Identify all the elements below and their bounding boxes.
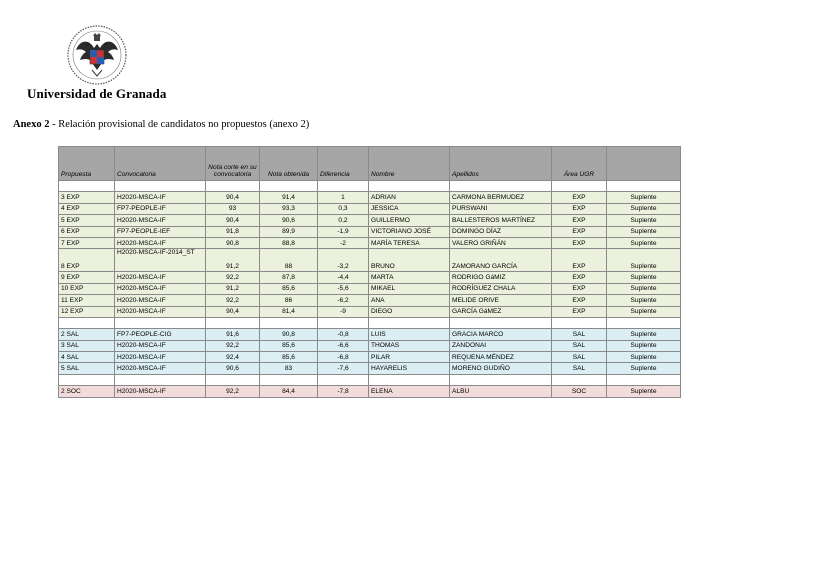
table-cell: Suplente — [607, 363, 681, 374]
table-row — [59, 329, 681, 340]
table-cell: Suplente — [607, 249, 681, 272]
table-cell: H2020-MSCA-IF-2014_ST — [115, 249, 206, 272]
table-cell: EXP — [552, 295, 607, 306]
table-cell: H2020-MSCA-IF — [115, 363, 206, 374]
table-cell: -0,8 — [318, 329, 369, 340]
table-cell: -6,6 — [318, 340, 369, 351]
table-row — [59, 226, 681, 237]
table-cell: 92,2 — [206, 272, 260, 283]
table-cell: EXP — [552, 283, 607, 294]
table-cell: 11 EXP — [59, 295, 115, 306]
table-cell: 91,8 — [206, 226, 260, 237]
table-cell: 4 SAL — [59, 352, 115, 363]
table-cell: -9 — [318, 306, 369, 317]
table-cell: 91,4 — [260, 192, 318, 203]
table-cell: 85,6 — [260, 340, 318, 351]
blank-cell — [450, 317, 552, 328]
table-cell: 4 EXP — [59, 203, 115, 214]
blank-cell — [260, 317, 318, 328]
table-cell: Suplente — [607, 203, 681, 214]
table-cell: 81,4 — [260, 306, 318, 317]
table-row — [59, 386, 681, 397]
table-cell: H2020-MSCA-IF — [115, 215, 206, 226]
table-cell: H2020-MSCA-IF — [115, 192, 206, 203]
table-cell: HAYARELIS — [369, 363, 450, 374]
table-cell: 89,9 — [260, 226, 318, 237]
table-cell: 1 — [318, 192, 369, 203]
table-cell: MARÍA TERESA — [369, 237, 450, 248]
table-cell: 91,2 — [206, 283, 260, 294]
table-cell: 5 SAL — [59, 363, 115, 374]
table-cell: VALERO GRIÑÁN — [450, 237, 552, 248]
annex-label: Anexo 2 — [13, 119, 50, 130]
table-cell: -4,4 — [318, 272, 369, 283]
table-cell: DOMINGO DÍAZ — [450, 226, 552, 237]
table-cell: Suplente — [607, 295, 681, 306]
table-cell: 91,2 — [206, 249, 260, 272]
blank-cell — [115, 181, 206, 192]
table-cell: -6,2 — [318, 295, 369, 306]
table-cell: Suplente — [607, 192, 681, 203]
blank-cell — [115, 374, 206, 385]
table-cell: H2020-MSCA-IF — [115, 295, 206, 306]
table-cell: 88,8 — [260, 237, 318, 248]
blank-cell — [450, 181, 552, 192]
table-cell: FP7-PEOPLE-CIG — [115, 329, 206, 340]
table-cell: BRUNO — [369, 249, 450, 272]
table-cell: -6,8 — [318, 352, 369, 363]
table-cell: 10 EXP — [59, 283, 115, 294]
table-row — [59, 283, 681, 294]
table-cell: MARTA — [369, 272, 450, 283]
table-cell: 90,8 — [206, 237, 260, 248]
table-cell: SAL — [552, 363, 607, 374]
column-header: Nombre — [369, 147, 450, 181]
table-cell: PILAR — [369, 352, 450, 363]
blank-cell — [59, 374, 115, 385]
table-cell: 92,2 — [206, 386, 260, 397]
table-cell: 6 EXP — [59, 226, 115, 237]
blank-separator-row — [59, 374, 681, 385]
table-cell: GRACIA MARCO — [450, 329, 552, 340]
table-row — [59, 203, 681, 214]
table-cell: 12 EXP — [59, 306, 115, 317]
blank-cell — [206, 317, 260, 328]
column-header: Área UGR — [552, 147, 607, 181]
table-cell: H2020-MSCA-IF — [115, 386, 206, 397]
table-cell: ALBU — [450, 386, 552, 397]
blank-cell — [607, 317, 681, 328]
table-row — [59, 272, 681, 283]
table-cell: THOMAS — [369, 340, 450, 351]
table-cell: MIKAEL — [369, 283, 450, 294]
table-cell: -2 — [318, 237, 369, 248]
table-cell: 90,4 — [206, 192, 260, 203]
table-cell: H2020-MSCA-IF — [115, 283, 206, 294]
table-cell: EXP — [552, 272, 607, 283]
table-cell: ELENA — [369, 386, 450, 397]
table-cell: ZAMORANO GARCÍA — [450, 249, 552, 272]
table-cell: 88 — [260, 249, 318, 272]
table-cell: ANA — [369, 295, 450, 306]
table-cell: ADRIAN — [369, 192, 450, 203]
table-cell: SAL — [552, 329, 607, 340]
column-header: Apellidos — [450, 147, 552, 181]
table-cell: 93 — [206, 203, 260, 214]
table-cell: Suplente — [607, 283, 681, 294]
table-cell: GARCÍA GáMEZ — [450, 306, 552, 317]
table-cell: SAL — [552, 340, 607, 351]
blank-cell — [552, 317, 607, 328]
table-row — [59, 215, 681, 226]
table-cell: H2020-MSCA-IF — [115, 306, 206, 317]
table-cell: 92,2 — [206, 340, 260, 351]
table-row — [59, 237, 681, 248]
table-cell: JESSICA — [369, 203, 450, 214]
table-cell: DIEGO — [369, 306, 450, 317]
table-cell: FP7-PEOPLE-IEF — [115, 226, 206, 237]
blank-cell — [59, 181, 115, 192]
table-cell: 93,3 — [260, 203, 318, 214]
table-row — [59, 192, 681, 203]
column-header — [607, 147, 681, 181]
table-cell: 86 — [260, 295, 318, 306]
table-cell: 90,8 — [260, 329, 318, 340]
table-cell: Suplente — [607, 237, 681, 248]
table-header-row — [59, 147, 681, 181]
table-cell: FP7-PEOPLE-IF — [115, 203, 206, 214]
table-row — [59, 306, 681, 317]
table-cell: Suplente — [607, 215, 681, 226]
table-cell: 87,8 — [260, 272, 318, 283]
table-cell: EXP — [552, 203, 607, 214]
blank-cell — [318, 374, 369, 385]
table-cell: 85,6 — [260, 283, 318, 294]
table-cell: Suplente — [607, 272, 681, 283]
table-cell: H2020-MSCA-IF — [115, 237, 206, 248]
table-cell: RODRÍGUEZ CHALA — [450, 283, 552, 294]
annex-title — [13, 119, 309, 130]
table-cell: SAL — [552, 352, 607, 363]
table-cell: REQUENA MÉNDEZ — [450, 352, 552, 363]
blank-cell — [369, 317, 450, 328]
candidates-table — [58, 146, 681, 398]
table-cell: 92,4 — [206, 352, 260, 363]
blank-cell — [318, 317, 369, 328]
blank-separator-row — [59, 317, 681, 328]
table-cell: Suplente — [607, 226, 681, 237]
table-cell: 92,2 — [206, 295, 260, 306]
table-cell: H2020-MSCA-IF — [115, 352, 206, 363]
blank-cell — [206, 181, 260, 192]
table-row — [59, 363, 681, 374]
table-cell: Suplente — [607, 340, 681, 351]
table-cell: 83 — [260, 363, 318, 374]
blank-cell — [552, 374, 607, 385]
table-cell: GUILLERMO — [369, 215, 450, 226]
blank-cell — [59, 317, 115, 328]
blank-cell — [369, 181, 450, 192]
table-cell: Suplente — [607, 352, 681, 363]
column-header: Convocatoria — [115, 147, 206, 181]
table-cell: Suplente — [607, 306, 681, 317]
table-cell: Suplente — [607, 386, 681, 397]
blank-cell — [318, 181, 369, 192]
table-cell: 85,6 — [260, 352, 318, 363]
table-cell: -1,9 — [318, 226, 369, 237]
table-cell: 90,4 — [206, 215, 260, 226]
table-cell: MELIDE ORIVE — [450, 295, 552, 306]
table-cell: EXP — [552, 306, 607, 317]
column-header: Nota corte en su convocatoria — [206, 147, 260, 181]
table-cell: 9 EXP — [59, 272, 115, 283]
table-cell: 3 EXP — [59, 192, 115, 203]
table-cell: 0,3 — [318, 203, 369, 214]
blank-cell — [450, 374, 552, 385]
table-cell: CARMONA BERMUDEZ — [450, 192, 552, 203]
table-cell: 90,4 — [206, 306, 260, 317]
blank-cell — [607, 181, 681, 192]
table-row — [59, 295, 681, 306]
table-cell: SOC — [552, 386, 607, 397]
table-cell: 2 SAL — [59, 329, 115, 340]
table-cell: -5,6 — [318, 283, 369, 294]
table-row — [59, 352, 681, 363]
university-name: Universidad de Granada — [27, 86, 167, 101]
table-cell: H2020-MSCA-IF — [115, 340, 206, 351]
annex-description: - Relación provisional de candidatos no propuestos (anexo 2) — [49, 119, 310, 130]
column-header: Nota obtenida — [260, 147, 318, 181]
column-header: Diferencia — [318, 147, 369, 181]
table-row — [59, 249, 681, 272]
table-cell: 0,2 — [318, 215, 369, 226]
table-cell: VICTORIANO JOSÉ — [369, 226, 450, 237]
blank-cell — [369, 374, 450, 385]
table-cell: ZANDONAI — [450, 340, 552, 351]
blank-cell — [260, 374, 318, 385]
table-cell: EXP — [552, 237, 607, 248]
table-cell: Suplente — [607, 329, 681, 340]
table-cell: 7 EXP — [59, 237, 115, 248]
blank-separator-row — [59, 181, 681, 192]
blank-cell — [260, 181, 318, 192]
table-cell: -7,8 — [318, 386, 369, 397]
table-cell: LUIS — [369, 329, 450, 340]
table-cell: 3 SAL — [59, 340, 115, 351]
table-cell: 5 EXP — [59, 215, 115, 226]
table-cell: 84,4 — [260, 386, 318, 397]
table-cell: -7,6 — [318, 363, 369, 374]
table-cell: EXP — [552, 249, 607, 272]
table-cell: MORENO GUDIÑO — [450, 363, 552, 374]
table-cell: 2 SOC — [59, 386, 115, 397]
table-cell: RODRIGO GáMIZ — [450, 272, 552, 283]
table-cell: EXP — [552, 226, 607, 237]
table-row — [59, 340, 681, 351]
table-cell: 90,6 — [260, 215, 318, 226]
table-cell: 90,6 — [206, 363, 260, 374]
blank-cell — [607, 374, 681, 385]
table-cell: 91,6 — [206, 329, 260, 340]
table-cell: -3,2 — [318, 249, 369, 272]
column-header: Propuesta — [59, 147, 115, 181]
table-cell: BALLESTEROS MARTÍNEZ — [450, 215, 552, 226]
blank-cell — [206, 374, 260, 385]
university-crest-icon — [66, 24, 128, 86]
table-cell: EXP — [552, 215, 607, 226]
table-cell: PURSWANI — [450, 203, 552, 214]
table-cell: EXP — [552, 192, 607, 203]
blank-cell — [552, 181, 607, 192]
blank-cell — [115, 317, 206, 328]
table-cell: 8 EXP — [59, 249, 115, 272]
table-cell: H2020-MSCA-IF — [115, 272, 206, 283]
